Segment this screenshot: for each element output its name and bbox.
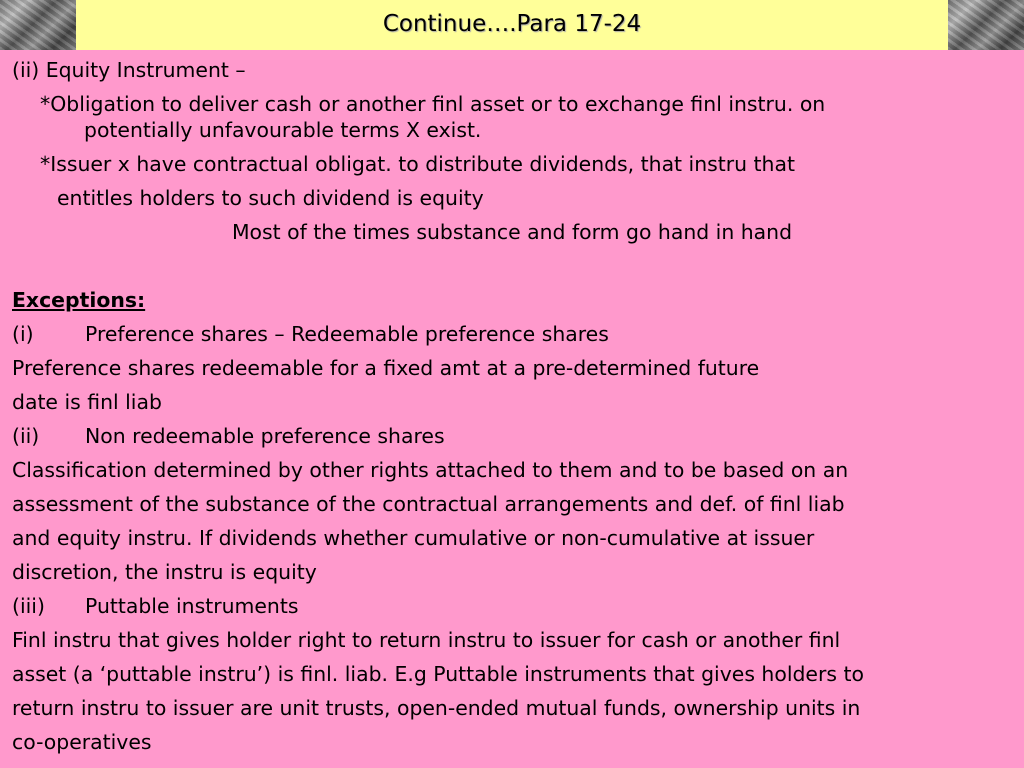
- exception-1-title-row: [12, 321, 1016, 347]
- exception-1-desc-line-1: Preference shares redeemable for a fixed amt at a pre-determined future: [12, 356, 760, 380]
- exception-3-desc-line-1: Finl instru that gives holder right to return instru to issuer for cash or another finl: [12, 628, 841, 652]
- exception-2-title: Non redeemable preference shares: [85, 424, 445, 448]
- exceptions-heading: [12, 287, 1016, 313]
- slide-title: Continue….Para 17-24: [382, 11, 642, 37]
- exceptions-heading-text: Exceptions:: [12, 288, 146, 312]
- exception-3-marker: (iii): [12, 594, 45, 618]
- exception-3-title: Puttable instruments: [85, 594, 299, 618]
- exception-2-desc-line-4: discretion, the instru is equity: [12, 560, 317, 584]
- exception-1-marker: (i): [12, 322, 34, 346]
- right-corner-image: [948, 0, 1024, 50]
- exception-3-desc-line-3: return instru to issuer are unit trusts, open-ended mutual funds, ownership units in: [12, 696, 861, 720]
- exception-2-desc-line-2: assessment of the substance of the contractual arrangements and def. of finl liab: [12, 492, 845, 516]
- substance-line: Most of the times substance and form go hand in hand: [231, 220, 793, 244]
- exception-2-marker: (ii): [12, 424, 40, 448]
- issuer-line-2: entitles holders to such dividend is equity: [57, 186, 484, 210]
- exception-1-title: Preference shares – Redeemable preference shares: [85, 322, 609, 346]
- exception-3-desc-line-4: co-operatives: [12, 730, 152, 754]
- exception-3-title-row: [12, 593, 1016, 619]
- exception-2-desc-line-3: and equity instru. If dividends whether cumulative or non-cumulative at issuer: [12, 526, 815, 550]
- obligation-line-2: potentially unfavourable terms X exist.: [84, 118, 482, 142]
- exception-2-title-row: [12, 423, 1016, 449]
- exception-1-desc-line-2: date is finl liab: [12, 390, 162, 414]
- title-bar: [0, 0, 1024, 50]
- obligation-line-1: *Obligation to deliver cash or another finl asset or to exchange finl instru. on: [40, 92, 826, 116]
- exception-2-desc-line-1: Classification determined by other rights attached to them and to be based on an: [12, 458, 849, 482]
- exception-3-desc-line-2: asset (a ‘puttable instru’) is finl. liab. E.g Puttable instruments that gives holders to: [12, 662, 864, 686]
- issuer-line-1: *Issuer x have contractual obligat. to distribute dividends, that instru that: [40, 152, 795, 176]
- equity-heading: (ii) Equity Instrument –: [12, 58, 246, 82]
